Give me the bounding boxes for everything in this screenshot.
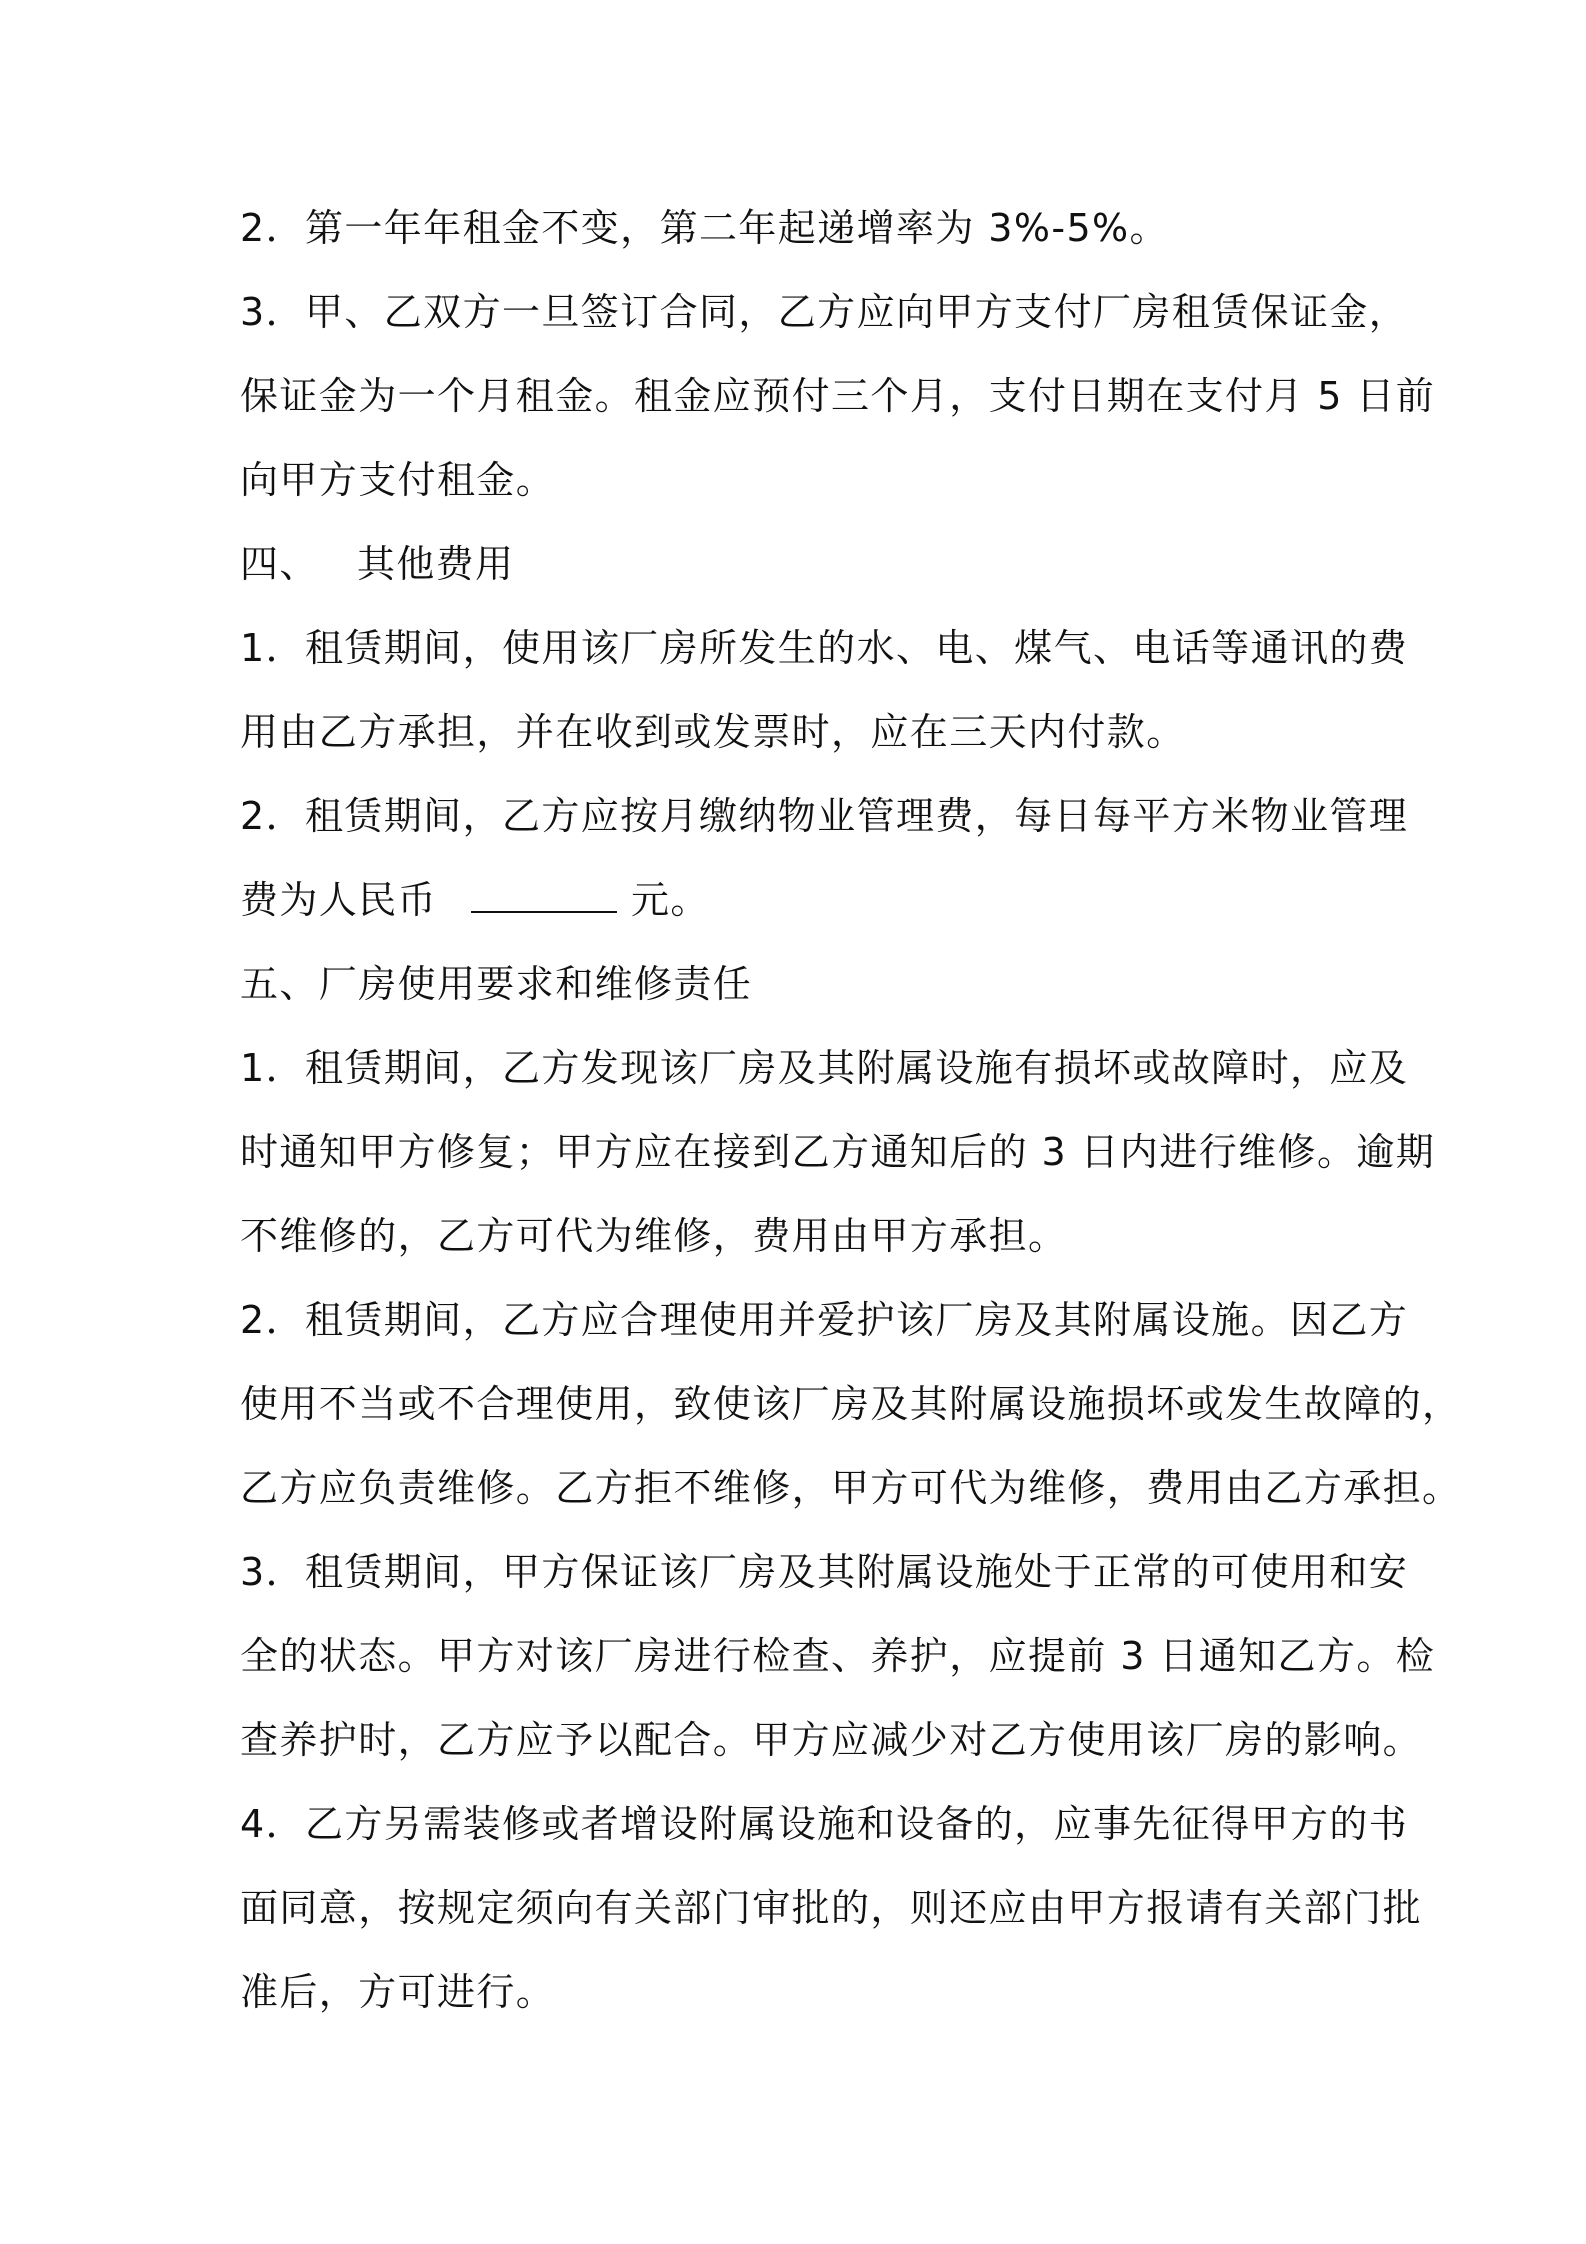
paragraph-line: 使用不当或不合理使用，致使该厂房及其附属设施损坏或发生故障的， (240, 1382, 1462, 1426)
paragraph-line: 1．租赁期间，乙方发现该厂房及其附属设施有损坏或故障时，应及 (240, 1046, 1409, 1090)
paragraph-line: 向甲方支付租金。 (240, 458, 556, 502)
paragraph-line: 3．租赁期间，甲方保证该厂房及其附属设施处于正常的可使用和安 (240, 1550, 1409, 1594)
paragraph-line: 2．租赁期间，乙方应合理使用并爱护该厂房及其附属设施。因乙方 (240, 1298, 1409, 1342)
paragraph-line: 用由乙方承担，并在收到或发票时，应在三天内付款。 (240, 710, 1186, 754)
paragraph-line: 查养护时，乙方应予以配合。甲方应减少对乙方使用该厂房的影响。 (240, 1718, 1423, 1762)
paragraph-line: 保证金为一个月租金。租金应预付三个月，支付日期在支付月 5 日前 (240, 374, 1436, 418)
fill-in-suffix: 元。 (631, 878, 710, 922)
paragraph-line: 时通知甲方修复；甲方应在接到乙方通知后的 3 日内进行维修。逾期 (240, 1130, 1436, 1174)
paragraph-line: 全的状态。甲方对该厂房进行检查、养护，应提前 3 日通知乙方。检 (240, 1634, 1436, 1678)
section-heading (240, 538, 514, 590)
section-title: 其他费用 (356, 542, 515, 586)
paragraph-line: 不维修的，乙方可代为维修，费用由甲方承担。 (240, 1214, 1068, 1258)
paragraph-line: 2．第一年年租金不变，第二年起递增率为 3%-5%。 (240, 206, 1169, 250)
section-heading: 五、厂房使用要求和维修责任 (240, 962, 753, 1006)
paragraph-line: 1．租赁期间，使用该厂房所发生的水、电、煤气、电话等通讯的费 (240, 626, 1409, 670)
paragraph-line: 准后，方可进行。 (240, 1970, 556, 2014)
section-number: 四、 (240, 542, 319, 586)
paragraph-line: 乙方应负责维修。乙方拒不维修，甲方可代为维修，费用由乙方承担。 (240, 1466, 1462, 1510)
paragraph-line: 4．乙方另需装修或者增设附属设施和设备的，应事先征得甲方的书 (240, 1802, 1409, 1846)
paragraph-line: 面同意，按规定须向有关部门审批的，则还应由甲方报请有关部门批 (240, 1886, 1423, 1930)
paragraph-line: 3．甲、乙双方一旦签订合同，乙方应向甲方支付厂房租赁保证金， (240, 290, 1409, 334)
paragraph-line: 2．租赁期间，乙方应按月缴纳物业管理费，每日每平方米物业管理 (240, 794, 1409, 838)
fill-in-blank (471, 877, 617, 913)
fill-in-prefix: 费为人民币 (240, 878, 438, 922)
fill-in-line (240, 874, 710, 926)
